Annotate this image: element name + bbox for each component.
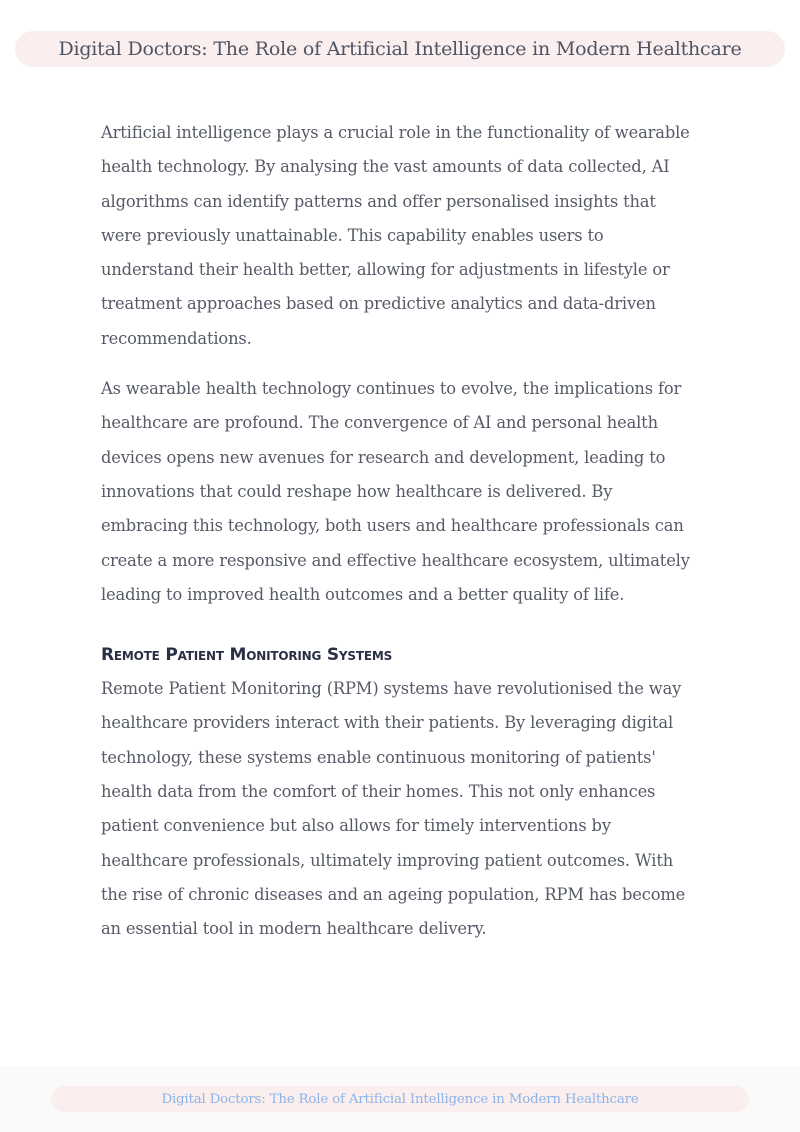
paragraph: As wearable health technology continues to evolve, the implications for healthcare are profound. The convergence of AI and personal health devices opens new avenues for research and development, leading to innovations that could reshape how healthcare is delivered. By embracing this technology, both users and healthcare professionals can create a more responsive and effective healthcare ecosystem, ultimately leading to improved health outcomes and a better quality of life. [101,379,690,604]
header-title: Digital Doctors: The Role of Artificial Intelligence in Modern Healthcare [58,38,742,60]
page-footer [51,1086,749,1112]
paragraph: Artificial intelligence plays a crucial role in the functionality of wearable health technology. By analysing the vast amounts of data collected, AI algorithms can identify patterns and offer personalised insights that were previously unattainable. This capability enables users to understand their health better, allowing for adjustments in lifestyle or treatment approaches based on predictive analytics and data-driven recommendations. [101,123,690,348]
paragraph: Remote Patient Monitoring (RPM) systems have revolutionised the way healthcare providers interact with their patients. By leveraging digital technology, these systems enable continuous monitoring of patients' health data from the comfort of their homes. This not only enhances patient convenience but also allows for timely interventions by healthcare professionals, ultimately improving patient outcomes. With the rise of chronic diseases and an ageing population, RPM has become an essential tool in modern healthcare delivery. [101,679,686,939]
footer-title: Digital Doctors: The Role of Artificial Intelligence in Modern Healthcare [161,1091,639,1107]
page-header [15,31,785,67]
section-heading: Remote Patient Monitoring Systems [101,645,393,666]
main-content [101,116,701,963]
